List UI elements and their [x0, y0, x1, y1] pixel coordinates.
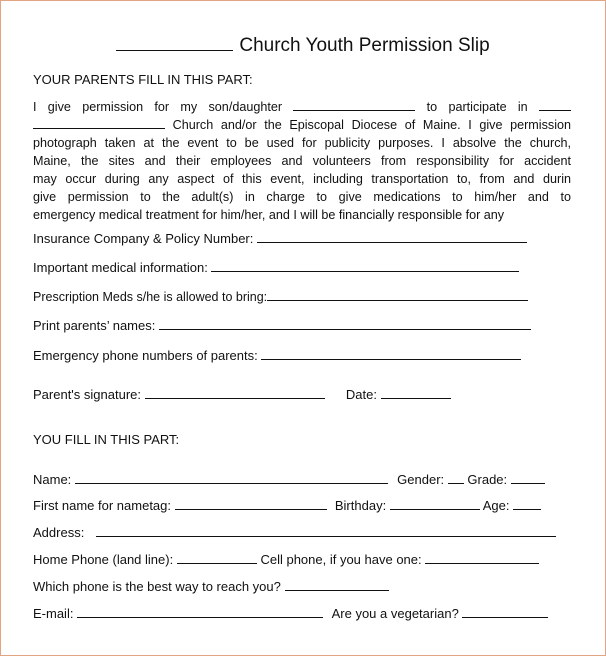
signature-label: Parent's signature: — [33, 387, 141, 402]
gender-label: Gender: — [397, 472, 445, 487]
form-title-row — [0, 33, 606, 58]
parents-section-heading: YOUR PARENTS FILL IN THIS PART: — [33, 72, 253, 87]
email-label: E-mail: — [33, 606, 74, 621]
vegetarian-field[interactable] — [462, 605, 548, 618]
permission-paragraph — [33, 98, 571, 224]
nametag-label: First name for nametag: — [33, 498, 171, 513]
address-row — [33, 524, 556, 541]
medical-row — [33, 259, 519, 276]
date-field[interactable] — [381, 386, 451, 399]
meds-field[interactable] — [267, 288, 528, 301]
grade-label: Grade: — [467, 472, 508, 487]
email-row — [33, 605, 548, 622]
emergency-row — [33, 347, 521, 364]
paragraph-line: Maine, the sites and their employees and volunteers from responsibility for accident — [33, 154, 571, 168]
paragraph-line: I give permission for my son/daughter to participate in — [33, 98, 571, 116]
event-blank[interactable] — [539, 98, 571, 111]
date-label: Date: — [345, 387, 377, 402]
signature-field[interactable] — [145, 386, 325, 399]
medical-label: Important medical information: — [33, 260, 208, 275]
paragraph-line: emergency medical treatment for him/her, and I will be financially responsible for any — [33, 208, 505, 222]
form-title: Church Youth Permission Slip — [239, 35, 490, 56]
name-label: Name: — [33, 472, 72, 487]
emergency-label: Emergency phone numbers of parents: — [33, 348, 258, 363]
vegetarian-label: Are you a vegetarian? — [331, 606, 459, 621]
church-name-blank[interactable] — [116, 33, 233, 51]
best-phone-field[interactable] — [285, 578, 389, 591]
parents-names-field[interactable] — [159, 317, 531, 330]
medical-field[interactable] — [211, 259, 519, 272]
child-name-blank[interactable] — [293, 98, 415, 111]
cell-phone-field[interactable] — [425, 551, 539, 564]
youth-section-heading: YOU FILL IN THIS PART: — [33, 432, 180, 447]
insurance-row — [33, 230, 527, 247]
insurance-field[interactable] — [257, 230, 527, 243]
nametag-field[interactable] — [175, 497, 327, 510]
age-field[interactable] — [513, 497, 541, 510]
best-phone-row — [33, 578, 389, 595]
parents-names-row — [33, 317, 531, 334]
age-label: Age: — [482, 498, 510, 513]
insurance-label: Insurance Company & Policy Number: — [33, 231, 254, 246]
birthday-label: Birthday: — [334, 498, 387, 513]
church-blank[interactable] — [33, 116, 165, 129]
paragraph-line: photograph taken at the event to be used for publicity purposes. I absolve the church, — [33, 136, 571, 150]
name-row — [33, 471, 545, 488]
signature-row — [33, 386, 451, 403]
gender-field[interactable] — [448, 471, 464, 484]
meds-row — [33, 288, 528, 305]
best-phone-label: Which phone is the best way to reach you? — [33, 579, 281, 594]
grade-field[interactable] — [511, 471, 545, 484]
name-field[interactable] — [75, 471, 388, 484]
paragraph-line: Church and/or the Episcopal Diocese of Maine. I give permission — [33, 116, 571, 134]
address-label: Address: — [33, 525, 85, 540]
cell-phone-label: Cell phone, if you have one: — [260, 552, 422, 567]
meds-label: Prescription Meds s/he is allowed to bring: — [33, 290, 268, 304]
address-field[interactable] — [96, 524, 556, 537]
email-field[interactable] — [77, 605, 323, 618]
parents-names-label: Print parents’ names: — [33, 318, 156, 333]
home-phone-label: Home Phone (land line): — [33, 552, 174, 567]
emergency-field[interactable] — [261, 347, 521, 360]
nametag-row — [33, 497, 541, 514]
birthday-field[interactable] — [390, 497, 480, 510]
phone-row — [33, 551, 539, 568]
paragraph-line: may occur during any aspect of this event, including transportation to, from and durin — [33, 172, 571, 186]
home-phone-field[interactable] — [177, 551, 257, 564]
paragraph-line: give permission to the adult(s) in charge to give medications to him/her and to — [33, 190, 571, 204]
